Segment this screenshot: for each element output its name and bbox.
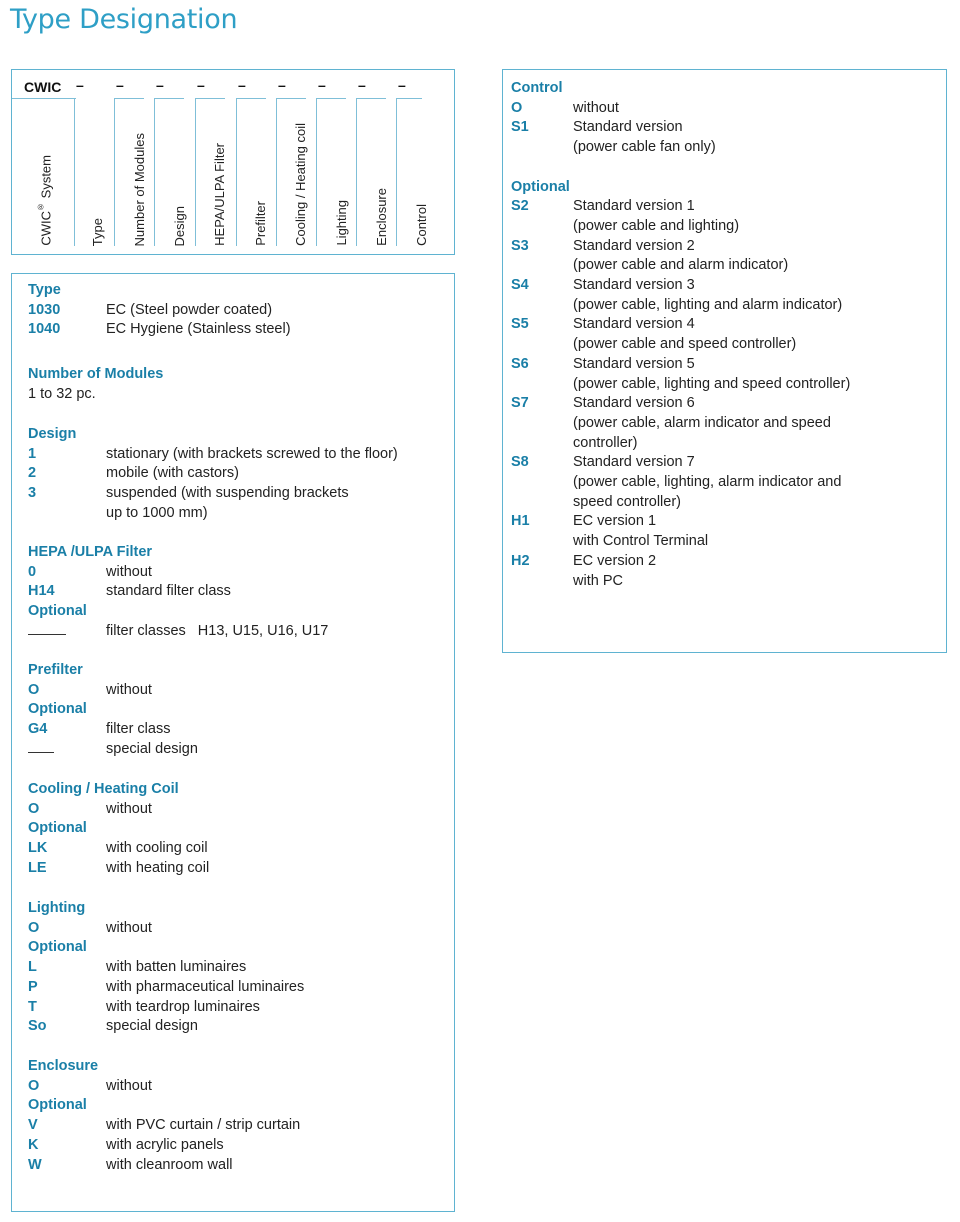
code-bracket: [195, 98, 196, 246]
list-item: S1 Standard version: [511, 119, 683, 136]
code-prefix: CWIC: [24, 79, 62, 95]
list-item: G4 filter class: [28, 721, 171, 738]
blank-code-line: [28, 624, 66, 635]
section-title: Control: [511, 80, 563, 96]
list-item: S3 Standard version 2: [511, 237, 695, 254]
code-dash: –: [197, 77, 205, 93]
code-bracket: [195, 98, 225, 99]
list-item: LK with cooling coil: [28, 840, 208, 857]
code-label-type: Type: [90, 217, 105, 246]
list-item: O without: [28, 800, 152, 817]
list-item: T with teardrop luminaires: [28, 998, 260, 1015]
options-box-left: [11, 273, 455, 1212]
list-item-cont: (power cable, lighting and alarm indicator): [573, 296, 843, 313]
list-item: S8 Standard version 7: [511, 454, 695, 471]
list-item: O without: [511, 99, 619, 116]
section-cooling: [28, 780, 209, 879]
list-item-cont: (power cable and lighting): [573, 217, 740, 234]
list-item: So special design: [28, 1018, 198, 1035]
code-dash: –: [318, 77, 326, 93]
modules-text: 1 to 32 pc.: [28, 385, 96, 402]
optional-label: Optional: [28, 939, 87, 956]
section-title: Prefilter: [28, 662, 83, 678]
section-enclosure: [28, 1057, 300, 1175]
list-item-cont: controller): [573, 434, 638, 451]
code-bracket: [154, 98, 184, 99]
section-title: Cooling / Heating Coil: [28, 781, 179, 797]
section-control: [511, 79, 850, 591]
section-lighting: [28, 899, 304, 1037]
code-label-hepa: HEPA/ULPA Filter: [212, 143, 227, 246]
list-item: K with acrylic panels: [28, 1136, 224, 1153]
optional-label: Optional: [28, 701, 87, 718]
code-bracket: [316, 98, 346, 99]
list-item: L with batten luminaires: [28, 959, 247, 976]
list-item-cont: with PC: [573, 572, 623, 589]
code-bracket: [276, 98, 306, 99]
code-label-modules: Number of Modules: [132, 132, 147, 246]
list-item: 1040 EC Hygiene (Stainless steel): [28, 321, 291, 338]
section-title: Design: [28, 426, 77, 442]
list-item: O without: [28, 1077, 152, 1094]
code-dash: –: [278, 77, 286, 93]
list-item-cont: (power cable, alarm indicator and speed: [573, 414, 831, 431]
code-bracket: [12, 98, 76, 99]
code-bracket: [396, 98, 422, 99]
list-item: special design: [28, 740, 198, 760]
list-item: 0 without: [28, 563, 152, 580]
code-label-lighting: Lighting: [334, 200, 349, 246]
code-label-design: Design: [172, 205, 187, 246]
list-item-cont: speed controller): [573, 493, 681, 510]
list-item: S4 Standard version 3: [511, 277, 695, 294]
code-bracket: [154, 98, 155, 246]
list-item: H2 EC version 2: [511, 552, 657, 569]
list-item: V with PVC curtain / strip curtain: [28, 1117, 301, 1134]
code-label-system: CWIC® System: [36, 155, 54, 246]
section-type: [28, 281, 291, 340]
optional-label: Optional: [511, 178, 570, 195]
code-dash: –: [238, 77, 246, 93]
section-title: Number of Modules: [28, 366, 164, 382]
code-bracket: [276, 98, 277, 246]
code-bracket: [74, 98, 75, 246]
section-title: Enclosure: [28, 1058, 99, 1074]
code-bracket: [114, 98, 144, 99]
list-item: O without: [28, 681, 152, 698]
optional-label: Optional: [28, 1097, 87, 1114]
section-modules: [28, 365, 163, 404]
list-item: S6 Standard version 5: [511, 355, 695, 372]
list-item: W with cleanroom wall: [28, 1156, 233, 1173]
list-item-cont: up to 1000 mm): [106, 504, 208, 521]
list-item-cont: (power cable fan only): [573, 139, 716, 156]
options-box-control: [502, 69, 947, 653]
list-item: S5 Standard version 4: [511, 316, 695, 333]
list-item: O without: [28, 919, 152, 936]
list-item: 2 mobile (with castors): [28, 465, 239, 482]
section-title: Type: [28, 282, 61, 298]
section-hepa: [28, 543, 328, 642]
type-code-diagram: [11, 69, 455, 255]
code-label-enclosure: Enclosure: [374, 188, 389, 246]
code-bracket: [396, 98, 397, 246]
code-dash: –: [156, 77, 164, 93]
list-item-cont: (power cable and alarm indicator): [573, 257, 789, 274]
code-label-cooling: Cooling / Heating coil: [293, 123, 308, 246]
code-bracket: [236, 98, 266, 99]
list-item: P with pharmaceutical luminaires: [28, 978, 305, 995]
list-item: filter classes H13, U15, U16, U17: [28, 622, 328, 642]
list-item: 3 suspended (with suspending brackets: [28, 485, 349, 502]
code-bracket: [356, 98, 386, 99]
code-bracket: [114, 98, 115, 246]
optional-label: Optional: [28, 603, 87, 620]
code-dash: –: [358, 77, 366, 93]
section-design: [28, 425, 398, 524]
code-dash: –: [76, 77, 84, 93]
code-dash: –: [398, 77, 406, 93]
blank-code-line: [28, 742, 54, 753]
section-prefilter: [28, 661, 198, 760]
list-item: 1030 EC (Steel powder coated): [28, 301, 273, 318]
code-label-control: Control: [414, 204, 429, 246]
page-title: Type Designation: [10, 4, 238, 35]
code-bracket: [316, 98, 317, 246]
list-item-cont: (power cable, lighting, alarm indicator and: [573, 474, 842, 491]
optional-label: Optional: [28, 820, 87, 837]
list-item: 1 stationary (with brackets screwed to the floor): [28, 445, 398, 462]
list-item: H1 EC version 1: [511, 513, 657, 530]
code-label-prefilter: Prefilter: [253, 201, 268, 246]
section-title: HEPA /ULPA Filter: [28, 544, 153, 560]
code-bracket: [236, 98, 237, 246]
list-item-cont: with Control Terminal: [573, 533, 709, 550]
list-item: LE with heating coil: [28, 859, 210, 876]
list-item-cont: (power cable, lighting and speed controller): [573, 375, 851, 392]
list-item: S2 Standard version 1: [511, 198, 695, 215]
section-title: Lighting: [28, 900, 86, 916]
code-dash: –: [116, 77, 124, 93]
list-item-cont: (power cable and speed controller): [573, 336, 797, 353]
list-item: H14 standard filter class: [28, 583, 231, 600]
code-bracket: [356, 98, 357, 246]
list-item: S7 Standard version 6: [511, 395, 695, 412]
